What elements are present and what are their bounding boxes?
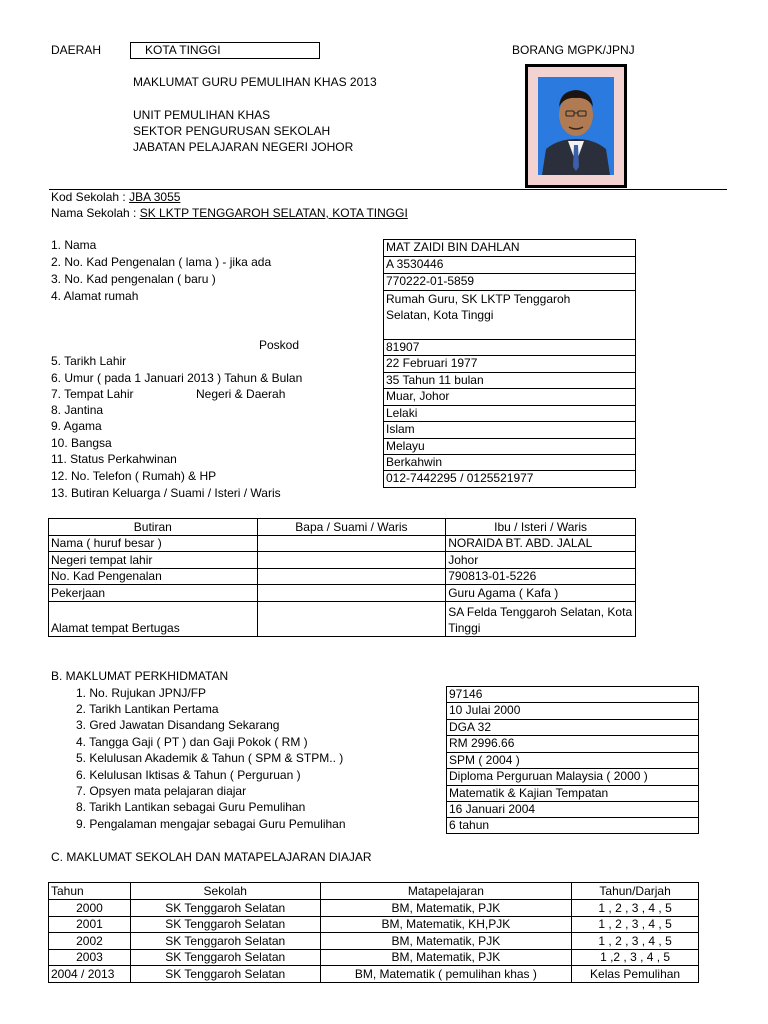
value-bangsa: Melayu: [384, 439, 635, 455]
value-status: Berkahwin: [384, 455, 635, 471]
family-cell: 790813-01-5226: [446, 569, 636, 585]
label-status: 11. Status Perkahwinan: [51, 452, 177, 466]
school-name-row: [51, 206, 408, 221]
school-name-value: SK LKTP TENGGAROH SELATAN, KOTA TINGGI: [139, 206, 408, 220]
label-tarikh-lahir: 5. Tarikh Lahir: [51, 354, 127, 368]
teaching-cell: 1 , 2 , 3 , 4 , 5: [572, 917, 699, 933]
family-cell: Alamat tempat Bertugas: [49, 602, 258, 637]
label-agama: 9. Agama: [51, 419, 102, 433]
teaching-header-darjah: Tahun/Darjah: [572, 883, 699, 900]
label-alamat: 4. Alamat rumah: [51, 289, 139, 303]
teaching-cell: SK Tenggaroh Selatan: [130, 917, 320, 933]
family-cell: Pekerjaan: [49, 585, 258, 602]
teaching-cell: 2001: [49, 917, 131, 933]
service-value: RM 2996.66: [447, 736, 698, 753]
family-cell: [257, 602, 446, 637]
value-tarikh-lahir: 22 Februari 1977: [384, 356, 635, 373]
teaching-header-tahun: Tahun: [49, 883, 131, 900]
school-code-label: Kod Sekolah :: [51, 190, 130, 204]
label-ic-lama: 2. No. Kad Pengenalan ( lama ) - jika ada: [51, 255, 272, 269]
teaching-cell: BM, Matematik, PJK: [320, 950, 572, 966]
label-bangsa: 10. Bangsa: [51, 436, 112, 450]
teaching-cell: SK Tenggaroh Selatan: [130, 966, 320, 983]
form-code: BORANG MGPK/JPNJ: [512, 43, 635, 57]
service-label: 6. Kelulusan Iktisas & Tahun ( Perguruan ): [76, 768, 301, 782]
teaching-cell: Kelas Pemulihan: [572, 966, 699, 983]
service-label: 1. No. Rujukan JPNJ/FP: [76, 686, 207, 700]
service-label: 9. Pengalaman mengajar sebagai Guru Pemulihan: [76, 817, 346, 831]
family-header-ibu: Ibu / Isteri / Waris: [446, 519, 636, 536]
service-label: 5. Kelulusan Akademik & Tahun ( SPM & STPM.. ): [76, 751, 344, 765]
service-value: 6 tahun: [449, 818, 490, 832]
service-value: DGA 32: [447, 720, 698, 736]
value-ic-lama: A 3530446: [384, 257, 635, 274]
teaching-cell: 1 , 2 , 3 , 4 , 5: [572, 933, 699, 950]
family-table: [48, 518, 636, 637]
personal-values-box: [383, 239, 636, 488]
teaching-cell: 1 ,2 , 3 , 4 , 5: [572, 950, 699, 966]
service-value: 16 Januari 2004: [447, 802, 698, 818]
teaching-cell: SK Tenggaroh Selatan: [130, 950, 320, 966]
family-cell: [257, 536, 446, 552]
school-code-value: JBA 3055: [129, 190, 181, 204]
service-value: Matematik & Kajian Tempatan: [447, 786, 698, 802]
value-alamat: Rumah Guru, SK LKTP Tenggaroh Selatan, Kota Tinggi: [384, 291, 635, 340]
school-code-row: [51, 190, 180, 205]
value-poskod: 81907: [384, 340, 635, 356]
teaching-cell: 2000: [49, 900, 131, 917]
family-cell: Guru Agama ( Kafa ): [446, 585, 636, 602]
label-jantina: 8. Jantina: [51, 403, 104, 417]
family-cell: Negeri tempat lahir: [49, 552, 258, 569]
school-name-label: Nama Sekolah :: [51, 206, 140, 220]
service-label: 7. Opsyen mata pelajaran diajar: [76, 784, 247, 798]
teaching-cell: BM, Matematik, KH,PJK: [320, 917, 572, 933]
family-cell: Johor: [446, 552, 636, 569]
teaching-table: [48, 882, 699, 983]
teaching-cell: SK Tenggaroh Selatan: [130, 933, 320, 950]
label-umur: 6. Umur ( pada 1 Januari 2013 ) Tahun & Bulan: [51, 371, 303, 385]
teaching-header-matapelajaran: Matapelajaran: [320, 883, 572, 900]
label-tempat-lahir-sub: Negeri & Daerah: [196, 387, 286, 401]
value-agama: Islam: [384, 422, 635, 439]
service-label: 2. Tarikh Lantikan Pertama: [76, 702, 219, 716]
value-telefon: 012-7442295 / 0125521977: [386, 471, 534, 485]
service-label: 4. Tangga Gaji ( PT ) dan Gaji Pokok ( RM ): [76, 735, 308, 749]
family-cell: SA Felda Tenggaroh Selatan, Kota Tinggi: [446, 602, 636, 637]
label-keluarga: 13. Butiran Keluarga / Suami / Isteri / Waris: [51, 486, 281, 500]
daerah-box: [130, 42, 320, 59]
daerah-label: DAERAH: [51, 43, 102, 57]
teaching-cell: 2004 / 2013: [49, 966, 131, 983]
family-header-bapa: Bapa / Suami / Waris: [257, 519, 446, 536]
label-tempat-lahir: 7. Tempat Lahir: [51, 387, 134, 401]
label-ic-baru: 3. No. Kad pengenalan ( baru ): [51, 272, 216, 286]
value-ic-baru: 770222-01-5859: [384, 274, 635, 291]
family-cell: [257, 585, 446, 602]
daerah-value: KOTA TINGGI: [145, 43, 221, 57]
teaching-cell: SK Tenggaroh Selatan: [130, 900, 320, 917]
page-title: MAKLUMAT GURU PEMULIHAN KHAS 2013: [133, 75, 377, 89]
family-cell: Nama ( huruf besar ): [49, 536, 258, 552]
family-cell: No. Kad Pengenalan: [49, 569, 258, 585]
teaching-cell: 2003: [49, 950, 131, 966]
value-umur: 35 Tahun 11 bulan: [384, 373, 635, 389]
unit-line-1: UNIT PEMULIHAN KHAS: [133, 108, 271, 122]
service-values-box: [446, 686, 699, 834]
value-nama: MAT ZAIDI BIN DAHLAN: [384, 240, 635, 257]
teaching-cell: BM, Matematik ( pemulihan khas ): [320, 966, 572, 983]
service-value: SPM ( 2004 ): [447, 753, 698, 769]
service-label: 8. Tarikh Lantikan sebagai Guru Pemulihan: [76, 800, 306, 814]
service-value: 10 Julai 2000: [447, 703, 698, 720]
family-cell: [257, 552, 446, 569]
teaching-cell: BM, Matematik, PJK: [320, 900, 572, 917]
service-heading: B. MAKLUMAT PERKHIDMATAN: [51, 669, 229, 683]
profile-photo: [525, 64, 627, 188]
teaching-cell: BM, Matematik, PJK: [320, 933, 572, 950]
unit-line-3: JABATAN PELAJARAN NEGERI JOHOR: [133, 140, 354, 154]
teaching-header-sekolah: Sekolah: [130, 883, 320, 900]
label-nama: 1. Nama: [51, 238, 97, 252]
label-poskod: Poskod: [259, 338, 300, 352]
value-jantina: Lelaki: [384, 406, 635, 422]
teaching-cell: 2002: [49, 933, 131, 950]
service-value: 97146: [447, 687, 698, 703]
family-cell: [257, 569, 446, 585]
label-telefon: 12. No. Telefon ( Rumah) & HP: [51, 469, 217, 483]
family-header-butiran: Butiran: [49, 519, 258, 536]
service-value: Diploma Perguruan Malaysia ( 2000 ): [447, 769, 698, 786]
service-label: 3. Gred Jawatan Disandang Sekarang: [76, 718, 280, 732]
unit-line-2: SEKTOR PENGURUSAN SEKOLAH: [133, 124, 331, 138]
family-cell: NORAIDA BT. ABD. JALAL: [446, 536, 636, 552]
teaching-cell: 1 , 2 , 3 , 4 , 5: [572, 900, 699, 917]
value-tempat-lahir: Muar, Johor: [384, 389, 635, 406]
teaching-heading: C. MAKLUMAT SEKOLAH DAN MATAPELAJARAN DIAJAR: [51, 850, 372, 864]
